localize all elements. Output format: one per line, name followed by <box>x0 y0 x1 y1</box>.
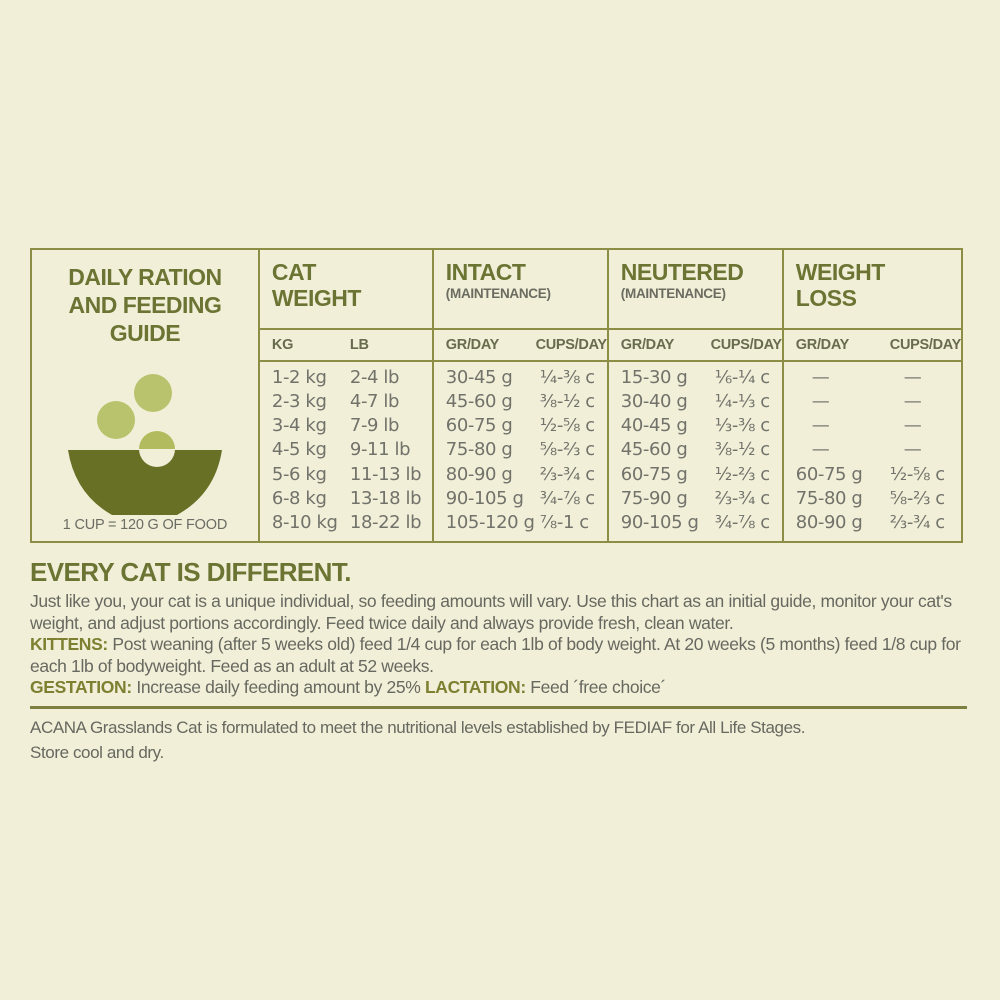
table-row <box>260 415 432 436</box>
table-row <box>784 391 961 412</box>
cell-col1: 4-5 kg <box>271 439 327 461</box>
table-row <box>784 415 961 436</box>
cell-col2: 13-18 lb <box>349 488 422 510</box>
cell-col2: ⅝-⅔ c <box>539 439 595 461</box>
cell-col2: — <box>903 390 922 412</box>
column-cat-weight <box>258 250 432 541</box>
subheader-cups-day: CUPS/DAY <box>535 337 607 353</box>
table-row <box>609 415 782 436</box>
subheader-kg: KG <box>271 337 294 353</box>
column-header-weight-loss <box>784 250 961 330</box>
table-row <box>434 391 607 412</box>
table-row <box>784 367 961 388</box>
cell-col1: 60-75 g <box>445 415 513 437</box>
cell-col1: 15-30 g <box>620 366 688 388</box>
column-weight-loss <box>782 250 961 541</box>
table-row <box>260 488 432 509</box>
kibble-circle-1 <box>134 374 172 412</box>
cell-col2: — <box>903 439 922 461</box>
subheader-row <box>609 330 782 362</box>
cell-col2: ⅔-¾ c <box>714 488 770 510</box>
cell-col1: 45-60 g <box>445 390 513 412</box>
table-row <box>609 464 782 485</box>
kittens-text: Post weaning (after 5 weeks old) feed 1/4 cup for each 1lb of body weight. At 20 weeks (5 months) feed 1/8 cup for each 1lb of bodyweight. Feed as an adult at 52 weeks. <box>30 634 961 676</box>
table-row <box>260 464 432 485</box>
table-row <box>609 367 782 388</box>
table-row <box>784 464 961 485</box>
column-intact <box>432 250 607 541</box>
notes-section <box>30 558 972 765</box>
lactation-text: Feed ´free choice´ <box>525 677 667 697</box>
column-neutered <box>607 250 782 541</box>
bowl-icon-wrap <box>66 372 224 522</box>
feeding-guide-table <box>30 248 963 543</box>
cell-col1: 75-80 g <box>795 488 863 510</box>
subheader-row <box>260 330 432 362</box>
table-title-line2: AND FEEDING GUIDE <box>68 292 222 346</box>
notes-heading: EVERY CAT IS DIFFERENT. <box>30 557 351 587</box>
subheader-lb: LB <box>349 337 369 353</box>
table-row <box>260 367 432 388</box>
gestation-text: Increase daily feeding amount by 25% <box>131 677 425 697</box>
column-header-intact <box>434 250 607 330</box>
subheader-gr-day: GR/DAY <box>620 337 675 353</box>
cell-col2: 4-7 lb <box>349 390 400 412</box>
cell-col2: ⅔-¾ c <box>889 512 945 534</box>
cell-col2: ½-⅝ c <box>889 463 945 485</box>
table-row <box>434 464 607 485</box>
cell-col1: 30-45 g <box>445 366 513 388</box>
cell-col2: ½-⅝ c <box>539 415 595 437</box>
cell-col1: — <box>811 439 830 461</box>
table-row <box>784 512 961 533</box>
cell-col2: 2-4 lb <box>349 366 400 388</box>
data-rows-neutered <box>609 362 782 539</box>
cell-col1: 2-3 kg <box>271 390 327 412</box>
column-subtitle: (MAINTENANCE) <box>620 286 726 301</box>
cell-col2: ⅜-½ c <box>714 439 770 461</box>
table-row <box>784 439 961 460</box>
cell-col2: ⅞-1 c <box>539 512 589 534</box>
subheader-gr-day: GR/DAY <box>445 337 500 353</box>
cell-col2: ¼-⅓ c <box>714 390 770 412</box>
cell-col2: — <box>903 366 922 388</box>
footer-line2: Store cool and dry. <box>30 742 164 762</box>
cell-col2: 7-9 lb <box>349 415 400 437</box>
table-row <box>434 415 607 436</box>
column-header-cat-weight <box>260 250 432 330</box>
cell-col1: 3-4 kg <box>271 415 327 437</box>
cell-col1: 60-75 g <box>620 463 688 485</box>
kittens-label: KITTENS: <box>30 634 108 654</box>
data-rows-cat-weight <box>260 362 432 539</box>
table-row <box>609 512 782 533</box>
cell-col2: ⅔-¾ c <box>539 463 595 485</box>
column-title: CAT <box>271 259 316 285</box>
subheader-cups-day: CUPS/DAY <box>710 337 782 353</box>
table-row <box>609 391 782 412</box>
cell-col1: 1-2 kg <box>271 366 327 388</box>
cell-col1: 45-60 g <box>620 439 688 461</box>
kibble-circle-2 <box>97 401 135 439</box>
table-title <box>32 263 258 347</box>
table-row <box>260 439 432 460</box>
cell-col1: 80-90 g <box>795 512 863 534</box>
cell-col1: 75-90 g <box>620 488 688 510</box>
cell-col2: ½-⅔ c <box>714 463 770 485</box>
cell-col1: — <box>811 415 830 437</box>
table-row <box>609 488 782 509</box>
table-row <box>260 391 432 412</box>
table-row <box>434 367 607 388</box>
cell-col2: ⅜-½ c <box>539 390 595 412</box>
cell-col1: 80-90 g <box>445 463 513 485</box>
cell-col2: ⅝-⅔ c <box>889 488 945 510</box>
cell-col2: ¾-⅞ c <box>714 512 770 534</box>
footer-paragraph <box>30 715 972 765</box>
intro-paragraph: Just like you, your cat is a unique individual, so feeding amounts will vary. Use this chart as an initial guide, monitor your cat's weight, and adjust portions accordingly. Feed twice daily and always provide fresh, clean water. <box>30 591 952 633</box>
cell-col1: 90-105 g <box>445 488 524 510</box>
cell-col2: 11-13 lb <box>349 463 422 485</box>
cell-col1: 30-40 g <box>620 390 688 412</box>
daily-ration-cell <box>32 250 258 541</box>
subheader-gr-day: GR/DAY <box>795 337 850 353</box>
data-rows-weight-loss <box>784 362 961 539</box>
subheader-row <box>434 330 607 362</box>
table-row <box>434 512 607 533</box>
cell-col1: 105-120 g <box>445 512 535 534</box>
table-row <box>434 488 607 509</box>
table-row <box>784 488 961 509</box>
table-row <box>260 512 432 533</box>
cell-col1: — <box>811 390 830 412</box>
subheader-cups-day: CUPS/DAY <box>889 337 961 353</box>
column-subtitle: (MAINTENANCE) <box>445 286 551 301</box>
cell-col2: 18-22 lb <box>349 512 422 534</box>
table-title-line1: DAILY RATION <box>68 264 222 290</box>
cell-col1: 75-80 g <box>445 439 513 461</box>
cell-col1: 90-105 g <box>620 512 699 534</box>
cell-col2: ¾-⅞ c <box>539 488 595 510</box>
column-title-line2: LOSS <box>795 285 857 311</box>
table-row <box>434 439 607 460</box>
cell-col1: 60-75 g <box>795 463 863 485</box>
cell-col1: — <box>811 366 830 388</box>
table-row <box>609 439 782 460</box>
bowl-with-kibble-icon <box>66 372 224 518</box>
cell-col1: 8-10 kg <box>271 512 338 534</box>
lactation-label: LACTATION: <box>424 677 526 697</box>
column-title-line2: WEIGHT <box>271 285 361 311</box>
kittens-paragraph <box>30 634 972 677</box>
cell-col2: — <box>903 415 922 437</box>
cell-col2: 9-11 lb <box>349 439 411 461</box>
cup-conversion-note: 1 CUP = 120 G OF FOOD <box>62 517 228 533</box>
cell-col1: 6-8 kg <box>271 488 327 510</box>
subheader-row <box>784 330 961 362</box>
column-title: INTACT <box>445 259 526 285</box>
gestation-label: GESTATION: <box>30 677 132 697</box>
footer-line1: ACANA Grasslands Cat is formulated to meet the nutritional levels established by FEDIAF for All Life Stages. <box>30 717 806 737</box>
divider-rule <box>30 706 967 709</box>
cell-col2: ¼-⅜ c <box>539 366 595 388</box>
data-rows-intact <box>434 362 607 539</box>
column-header-neutered <box>609 250 782 330</box>
cell-col2: ⅙-¼ c <box>714 366 770 388</box>
cell-col2: ⅓-⅜ c <box>714 415 770 437</box>
cell-col1: 5-6 kg <box>271 463 327 485</box>
cell-col1: 40-45 g <box>620 415 688 437</box>
column-title: NEUTERED <box>620 259 744 285</box>
column-title: WEIGHT <box>795 259 885 285</box>
gestation-lactation-paragraph <box>30 677 972 699</box>
